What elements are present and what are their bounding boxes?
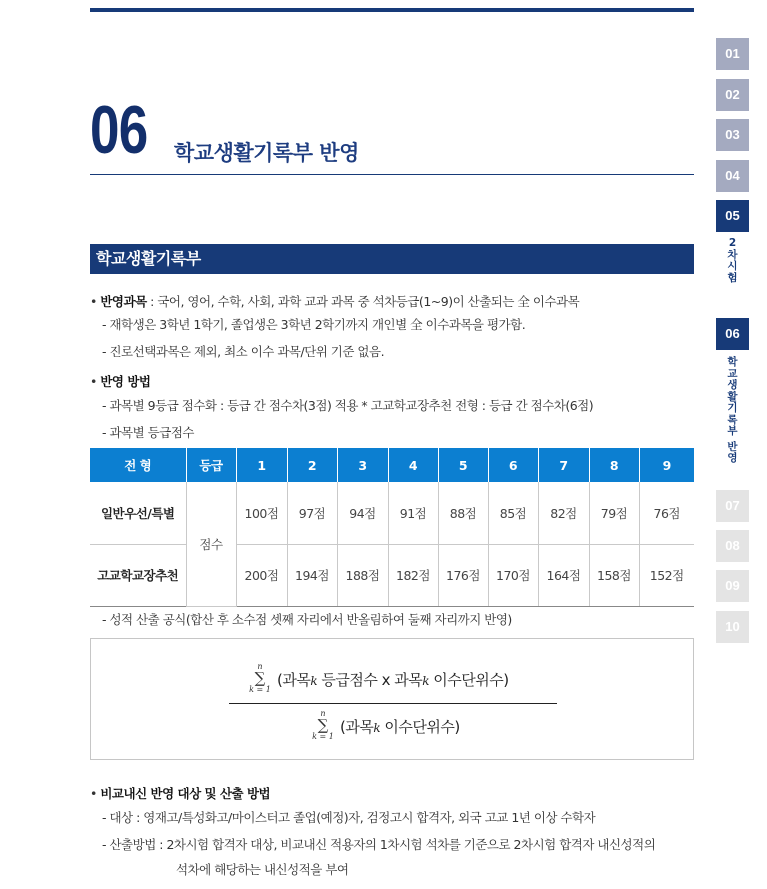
comparative-line <box>90 784 270 802</box>
table-header-cell: 3 <box>337 448 388 482</box>
nav-tab-09[interactable]: 09 <box>716 570 749 602</box>
subjects-line <box>90 292 579 310</box>
table-header-row <box>90 448 694 482</box>
table-header-cell: 7 <box>538 448 589 482</box>
formula-note: - 성적 산출 공식(합산 후 소수점 셋째 자리에서 반올림하여 둘째 자리까지 반영) <box>102 612 512 627</box>
table-cell: 97점 <box>287 482 337 544</box>
comparative-sub1: - 대상 : 영재고/특성화고/마이스터고 졸업(예정)자, 검정고시 합격자, 외국 고교 1년 이상 수학자 <box>102 810 596 825</box>
subjects-text: : 국어, 영어, 수학, 사회, 과학 교과 과목 중 석차등급(1~9)이 산출되는 全 이수과목 <box>146 294 580 309</box>
table-row <box>90 544 694 606</box>
table-cell: 88점 <box>438 482 488 544</box>
subjects-head: 반영과목 <box>100 294 147 309</box>
table-cell: 194점 <box>287 544 337 606</box>
nav-tab-05[interactable]: 05 <box>716 200 749 232</box>
table-cell: 164점 <box>538 544 589 606</box>
sigma-icon: n ∑ k = 1 <box>312 709 334 741</box>
nav-tab-05-label: 2 차 시 험 <box>727 237 738 284</box>
top-rule <box>90 8 694 12</box>
nav-tab-07[interactable]: 07 <box>716 490 749 522</box>
table-cell: 82점 <box>538 482 589 544</box>
table-cell: 170점 <box>488 544 538 606</box>
table-cell: 76점 <box>639 482 694 544</box>
table-cell: 94점 <box>337 482 388 544</box>
bullet-icon: • <box>90 294 101 309</box>
table-cell-type: 일반우선/특별 <box>90 482 186 544</box>
table-cell: 91점 <box>388 482 438 544</box>
chapter-number: 06 <box>90 92 148 168</box>
subjects-sub1: - 재학생은 3학년 1학기, 졸업생은 3학년 2학기까지 개인별 全 이수과목을 평가함. <box>102 317 526 332</box>
comparative-sub3: 석차에 해당하는 내신성적을 부여 <box>176 862 349 877</box>
method-head: 반영 방법 <box>100 374 151 389</box>
section-title: 학교생활기록부 <box>90 244 694 274</box>
table-cell: 100점 <box>236 482 287 544</box>
nav-tab-08[interactable]: 08 <box>716 530 749 562</box>
table-cell: 79점 <box>589 482 639 544</box>
table-cell: 158점 <box>589 544 639 606</box>
method-sub2: - 과목별 등급점수 <box>102 425 194 440</box>
table-cell: 176점 <box>438 544 488 606</box>
nav-tab-04[interactable]: 04 <box>716 160 749 192</box>
comparative-head: 비교내신 반영 대상 및 산출 방법 <box>100 786 271 801</box>
formula-denominator: (과목k 이수단위수) <box>340 718 460 736</box>
bullet-icon: • <box>90 786 101 801</box>
nav-tab-01[interactable]: 01 <box>716 38 749 70</box>
table-header-cell: 6 <box>488 448 538 482</box>
table-cell: 85점 <box>488 482 538 544</box>
nav-tab-06-label: 학 교 생 활 기 록 부 반 영 <box>727 356 738 464</box>
grade-score-table <box>90 448 694 607</box>
fraction-line <box>229 703 557 704</box>
table-header-cell: 등급 <box>186 448 236 482</box>
subjects-sub2: - 진로선택과목은 제외, 최소 이수 과목/단위 기준 없음. <box>102 344 385 359</box>
method-sub1: - 과목별 9등급 점수화 : 등급 간 점수차(3점) 적용 * 고교학교장추천 전형 : 등급 간 점수차(6점) <box>102 398 594 413</box>
formula-numerator: (과목k 등급점수 x 과목k 이수단위수) <box>277 671 509 689</box>
table-cell: 182점 <box>388 544 438 606</box>
nav-tab-06[interactable]: 06 <box>716 318 749 350</box>
table-cell: 188점 <box>337 544 388 606</box>
table-header-cell: 2 <box>287 448 337 482</box>
nav-tab-10[interactable]: 10 <box>716 611 749 643</box>
formula-box <box>90 638 694 760</box>
table-cell: 152점 <box>639 544 694 606</box>
bullet-icon: • <box>90 374 101 389</box>
table-header-cell: 4 <box>388 448 438 482</box>
comparative-sub2: - 산출방법 : 2차시험 합격자 대상, 비교내신 적용자의 1차시험 석차를 기준으로 2차시험 합격자 내신성적의 <box>102 837 656 852</box>
table-row <box>90 482 694 544</box>
table-cell-score-label: 점수 <box>186 482 236 606</box>
table-cell: 200점 <box>236 544 287 606</box>
table-header-cell: 5 <box>438 448 488 482</box>
chapter-title: 학교생활기록부 반영 <box>174 141 359 165</box>
nav-tab-03[interactable]: 03 <box>716 119 749 151</box>
table-header-cell: 8 <box>589 448 639 482</box>
nav-tab-02[interactable]: 02 <box>716 79 749 111</box>
sigma-icon: n ∑ k = 1 <box>249 662 271 694</box>
chapter-divider <box>90 174 694 175</box>
table-header-cell: 전 형 <box>90 448 186 482</box>
table-header-cell: 1 <box>236 448 287 482</box>
table-header-cell: 9 <box>639 448 694 482</box>
method-line <box>90 372 151 390</box>
table-cell-type: 고교학교장추천 <box>90 544 186 606</box>
